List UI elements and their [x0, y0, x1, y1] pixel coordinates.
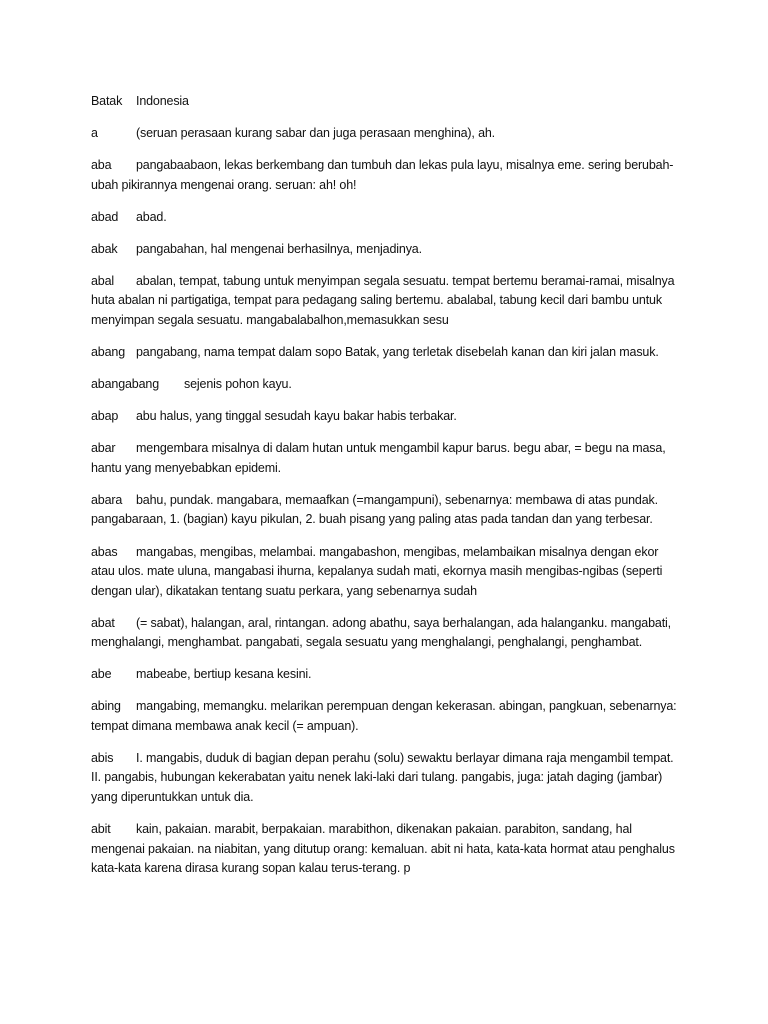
dictionary-entry — [91, 208, 681, 228]
dictionary-entry — [91, 820, 681, 879]
entry-term: abing — [91, 699, 121, 714]
entry-term: abar — [91, 441, 116, 456]
entry-term: abara — [91, 492, 123, 507]
entry-definition: (seruan perasaan kurang sabar dan juga perasaan menghina), ah. — [136, 126, 496, 141]
entry-term: abas — [91, 544, 118, 559]
dictionary-entry — [91, 343, 681, 363]
dictionary-entry — [91, 272, 681, 331]
dictionary-entry — [91, 491, 681, 530]
entry-term: abal — [91, 273, 115, 288]
entry-definition: I. mangabis, duduk di bagian depan perahu (solu) sewaktu berlayar dimana raja mengambil tempat. II. pangabis, hubungan kekerabatan yaitu nenek laki-laki dari tulang. pangabis, juga: jatah daging (jambar) yang diperuntukkan untuk dia. — [91, 750, 674, 804]
entry-definition: mangabas, mengibas, melambai. mangabashon, mengibas, melambaikan misalnya dengan ekor atau ulos. mate uluna, mangabasi ihurna, kepalanya sudah mati, ekornya masih mengibas-ngibas (seperti dengan ular), dikatakan tentang suatu perkara, yang sebenarnya sudah — [91, 544, 663, 598]
dictionary-entry — [91, 124, 681, 144]
entry-term: abap — [91, 409, 119, 424]
dictionary-entry — [91, 697, 681, 736]
entry-definition: mangabing, memangku. melarikan perempuan dengan kekerasan. abingan, pangkuan, sebenarnya: tempat dimana membawa anak kecil (= ampuan). — [91, 699, 677, 733]
dictionary-entry — [91, 614, 681, 653]
entry-definition: pangabaabaon, lekas berkembang dan tumbuh dan lekas pula layu, misalnya eme. sering berubah-ubah pikirannya mengenai orang. seruan: ah! oh! — [91, 158, 674, 192]
entry-definition: (= sabat), halangan, aral, rintangan. adong abathu, saya berhalangan, ada halanganku. mangabati, menghalangi, menghambat. pangabati, segala sesuatu yang menghalangi, penghalangi, penghambat. — [91, 615, 671, 650]
entry-definition: sejenis pohon kayu. — [184, 377, 292, 392]
entry-definition: kain, pakaian. marabit, berpakaian. marabithon, dikenakan pakaian. parabiton, sandang, hal mengenai pakaian. na niabitan, yang ditutup orang: kemaluan. abit ni hata, kata-kata hormat atau penghalus kata-kata karena dirasa kurang sopan kalau terus-terang. p — [91, 822, 675, 875]
dictionary-entry — [91, 156, 681, 195]
dictionary-entry — [91, 543, 681, 602]
entry-term: abis — [91, 750, 114, 765]
header-batak: Batak — [91, 94, 123, 108]
entry-term: abat — [91, 615, 115, 630]
entry-term: aba — [91, 158, 112, 173]
entry-definition: abad. — [136, 209, 167, 224]
header-indonesia: Indonesia — [136, 94, 189, 108]
entry-definition: pangabahan, hal mengenai berhasilnya, menjadinya. — [136, 241, 422, 256]
entry-term: a — [91, 126, 98, 141]
dictionary-entry — [91, 749, 681, 808]
entry-term: abangabang — [91, 377, 160, 392]
entry-definition: mabeabe, bertiup kesana kesini. — [136, 667, 312, 682]
dictionary-entry — [91, 407, 681, 427]
entry-definition: mengembara misalnya di dalam hutan untuk mengambil kapur barus. begu abar, = begu na masa, hantu yang menyebabkan epidemi. — [91, 441, 666, 475]
entry-term: abak — [91, 241, 118, 256]
column-header — [91, 92, 681, 112]
entry-definition: pangabang, nama tempat dalam sopo Batak, yang terletak disebelah kanan dan kiri jalan masuk. — [136, 345, 659, 360]
dictionary-entry — [91, 439, 681, 478]
entry-term: abad — [91, 209, 119, 224]
dictionary-content — [91, 92, 681, 891]
entry-definition: abalan, tempat, tabung untuk menyimpan segala sesuatu. tempat bertemu beramai-ramai, misalnya huta abalan ni partigatiga, tempat para pedagang saling bertemu. abalabal, tabung kecil dari bambu untuk menyimpan segala sesuatu. mangabalabalhon,memasukkan sesu — [91, 273, 675, 327]
entry-definition: bahu, pundak. mangabara, memaafkan (=mangampuni), sebenarnya: membawa di atas pundak. pangabaraan, 1. (bagian) kayu pikulan, 2. buah pisang yang paling atas pada tandan dan yang terbesar. — [91, 492, 658, 527]
entry-definition: abu halus, yang tinggal sesudah kayu bakar habis terbakar. — [136, 409, 457, 424]
entry-term: abit — [91, 822, 111, 836]
entry-term: abe — [91, 667, 112, 682]
dictionary-entry — [91, 240, 681, 260]
dictionary-entry — [91, 665, 681, 685]
dictionary-entry — [91, 375, 681, 395]
entry-term: abang — [91, 345, 126, 360]
